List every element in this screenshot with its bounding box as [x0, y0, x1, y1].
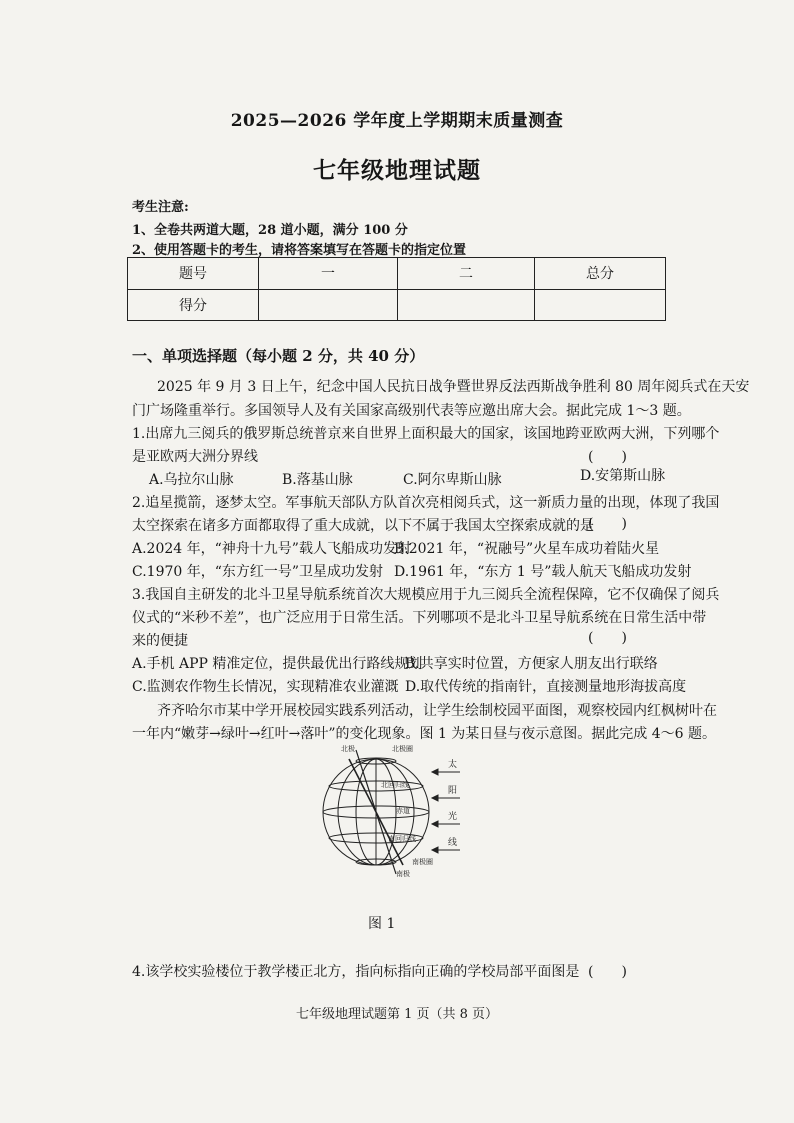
answer-blank: ( ): [588, 449, 627, 465]
option-a: A.乌拉尔山脉: [149, 472, 234, 488]
option-a: A.手机 APP 精准定位，提供最优出行路线规划: [132, 656, 423, 672]
intro-text: 2025 年 9 月 3 日上午，纪念中国人民抗日战争暨世界反法西斯战争胜利 80 周年阅兵式在天安: [157, 379, 750, 395]
table-row: [128, 258, 666, 290]
option-b: B.落基山脉: [282, 472, 353, 488]
table-cell: 得分: [128, 289, 259, 321]
table-cell: 总分: [535, 258, 666, 290]
table-cell: [398, 289, 535, 321]
page-footer: 七年级地理试题第 1 页（共 8 页）: [295, 1007, 499, 1022]
label-sunlight: 光: [448, 812, 458, 822]
label-antarctic-circle: 南极圈: [412, 858, 433, 866]
notice-item-2: 2、使用答题卡的考生，请将答案填写在答题卡的指定位置: [132, 243, 467, 258]
question-3-stem: 来的便捷: [132, 633, 188, 649]
option-c: C.阿尔卑斯山脉: [403, 472, 502, 488]
option-b: B.共享实时位置，方便家人朋友出行联络: [405, 656, 658, 672]
label-sunlight: 太: [448, 760, 458, 770]
subject-title: 七年级地理试题: [313, 157, 481, 184]
question-1-stem: 1.出席九三阅兵的俄罗斯总统普京来自世界上面积最大的国家，该国地跨亚欧两大洲，下列哪个: [132, 426, 720, 442]
intro-text: 门广场隆重举行。多国领导人及有关国家高级别代表等应邀出席大会。据此完成 1～3 题。: [132, 403, 691, 419]
notice-item-1: 1、全卷共两道大题，28 道小题，满分 100 分: [132, 223, 408, 238]
table-cell: 题号: [128, 258, 259, 290]
table-cell: [535, 289, 666, 321]
question-3-stem: 3.我国自主研发的北斗卫星导航系统首次大规模应用于九三阅兵全流程保障，它不仅确保了阅兵: [132, 587, 720, 603]
option-b: B.2021 年，“祝融号”火星车成功着陆火星: [394, 541, 660, 557]
question-2-stem: 2.追星揽箭，逐梦太空。军事航天部队方队首次亮相阅兵式，这一新质力量的出现，体现了我国: [132, 495, 720, 511]
table-cell: 二: [398, 258, 535, 290]
question-3-stem: 仪式的“米秒不差”，也广泛应用于日常生活。下列哪项不是北斗卫星导航系统在日常生活中带: [132, 610, 707, 626]
answer-blank: ( ): [588, 630, 627, 646]
label-south-pole: 南极: [396, 870, 410, 878]
option-a: A.2024 年，“神舟十九号”载人飞船成功发射: [132, 541, 411, 557]
score-table: [127, 257, 666, 321]
answer-blank: ( ): [588, 516, 627, 532]
intro-text: 齐齐哈尔市某中学开展校园实践系列活动，让学生绘制校园平面图，观察校园内红枫树叶在: [157, 703, 717, 719]
table-cell: [259, 289, 398, 321]
section-heading: 一、单项选择题（每小题 2 分，共 40 分）: [132, 347, 425, 365]
label-sunlight: 阳: [448, 786, 458, 796]
label-tropic-cancer: 北回归线: [381, 781, 409, 789]
option-d: D.1961 年，“东方 1 号”载人航天飞船成功发射: [394, 564, 692, 580]
option-d: D.取代传统的指南针，直接测量地形海拔高度: [405, 679, 687, 695]
question-4-stem: 4.该学校实验楼位于教学楼正北方，指向标指向正确的学校局部平面图是: [132, 964, 580, 980]
question-1-stem: 是亚欧两大洲分界线: [132, 449, 258, 465]
question-2-stem: 太空探索在诸多方面都取得了重大成就，以下不属于我国太空探索成就的是: [132, 518, 594, 534]
label-north-pole: 北极: [341, 745, 355, 753]
option-c: C.1970 年，“东方红一号”卫星成功发射: [132, 564, 384, 580]
figure-caption: 图 1: [368, 916, 396, 932]
day-night-diagram: [318, 742, 468, 878]
label-equator: 赤道: [396, 807, 410, 815]
option-c: C.监测农作物生长情况，实现精准农业灌溉: [132, 679, 399, 695]
table-row: [128, 289, 666, 321]
option-d: D.安第斯山脉: [580, 468, 666, 484]
label-arctic-circle: 北极圈: [392, 745, 413, 753]
answer-blank: ( ): [588, 964, 627, 980]
label-sunlight: 线: [448, 838, 458, 848]
notice-heading: 考生注意:: [132, 200, 189, 215]
intro-text: 一年内“嫩芽→绿叶→红叶→落叶”的变化现象。图 1 为某日昼与夜示意图。据此完成 4～6 题。: [132, 726, 717, 742]
table-cell: 一: [259, 258, 398, 290]
exam-title: 2025—2026 学年度上学期期末质量测查: [230, 111, 564, 131]
label-tropic-capricorn: 南回归线: [388, 835, 416, 843]
